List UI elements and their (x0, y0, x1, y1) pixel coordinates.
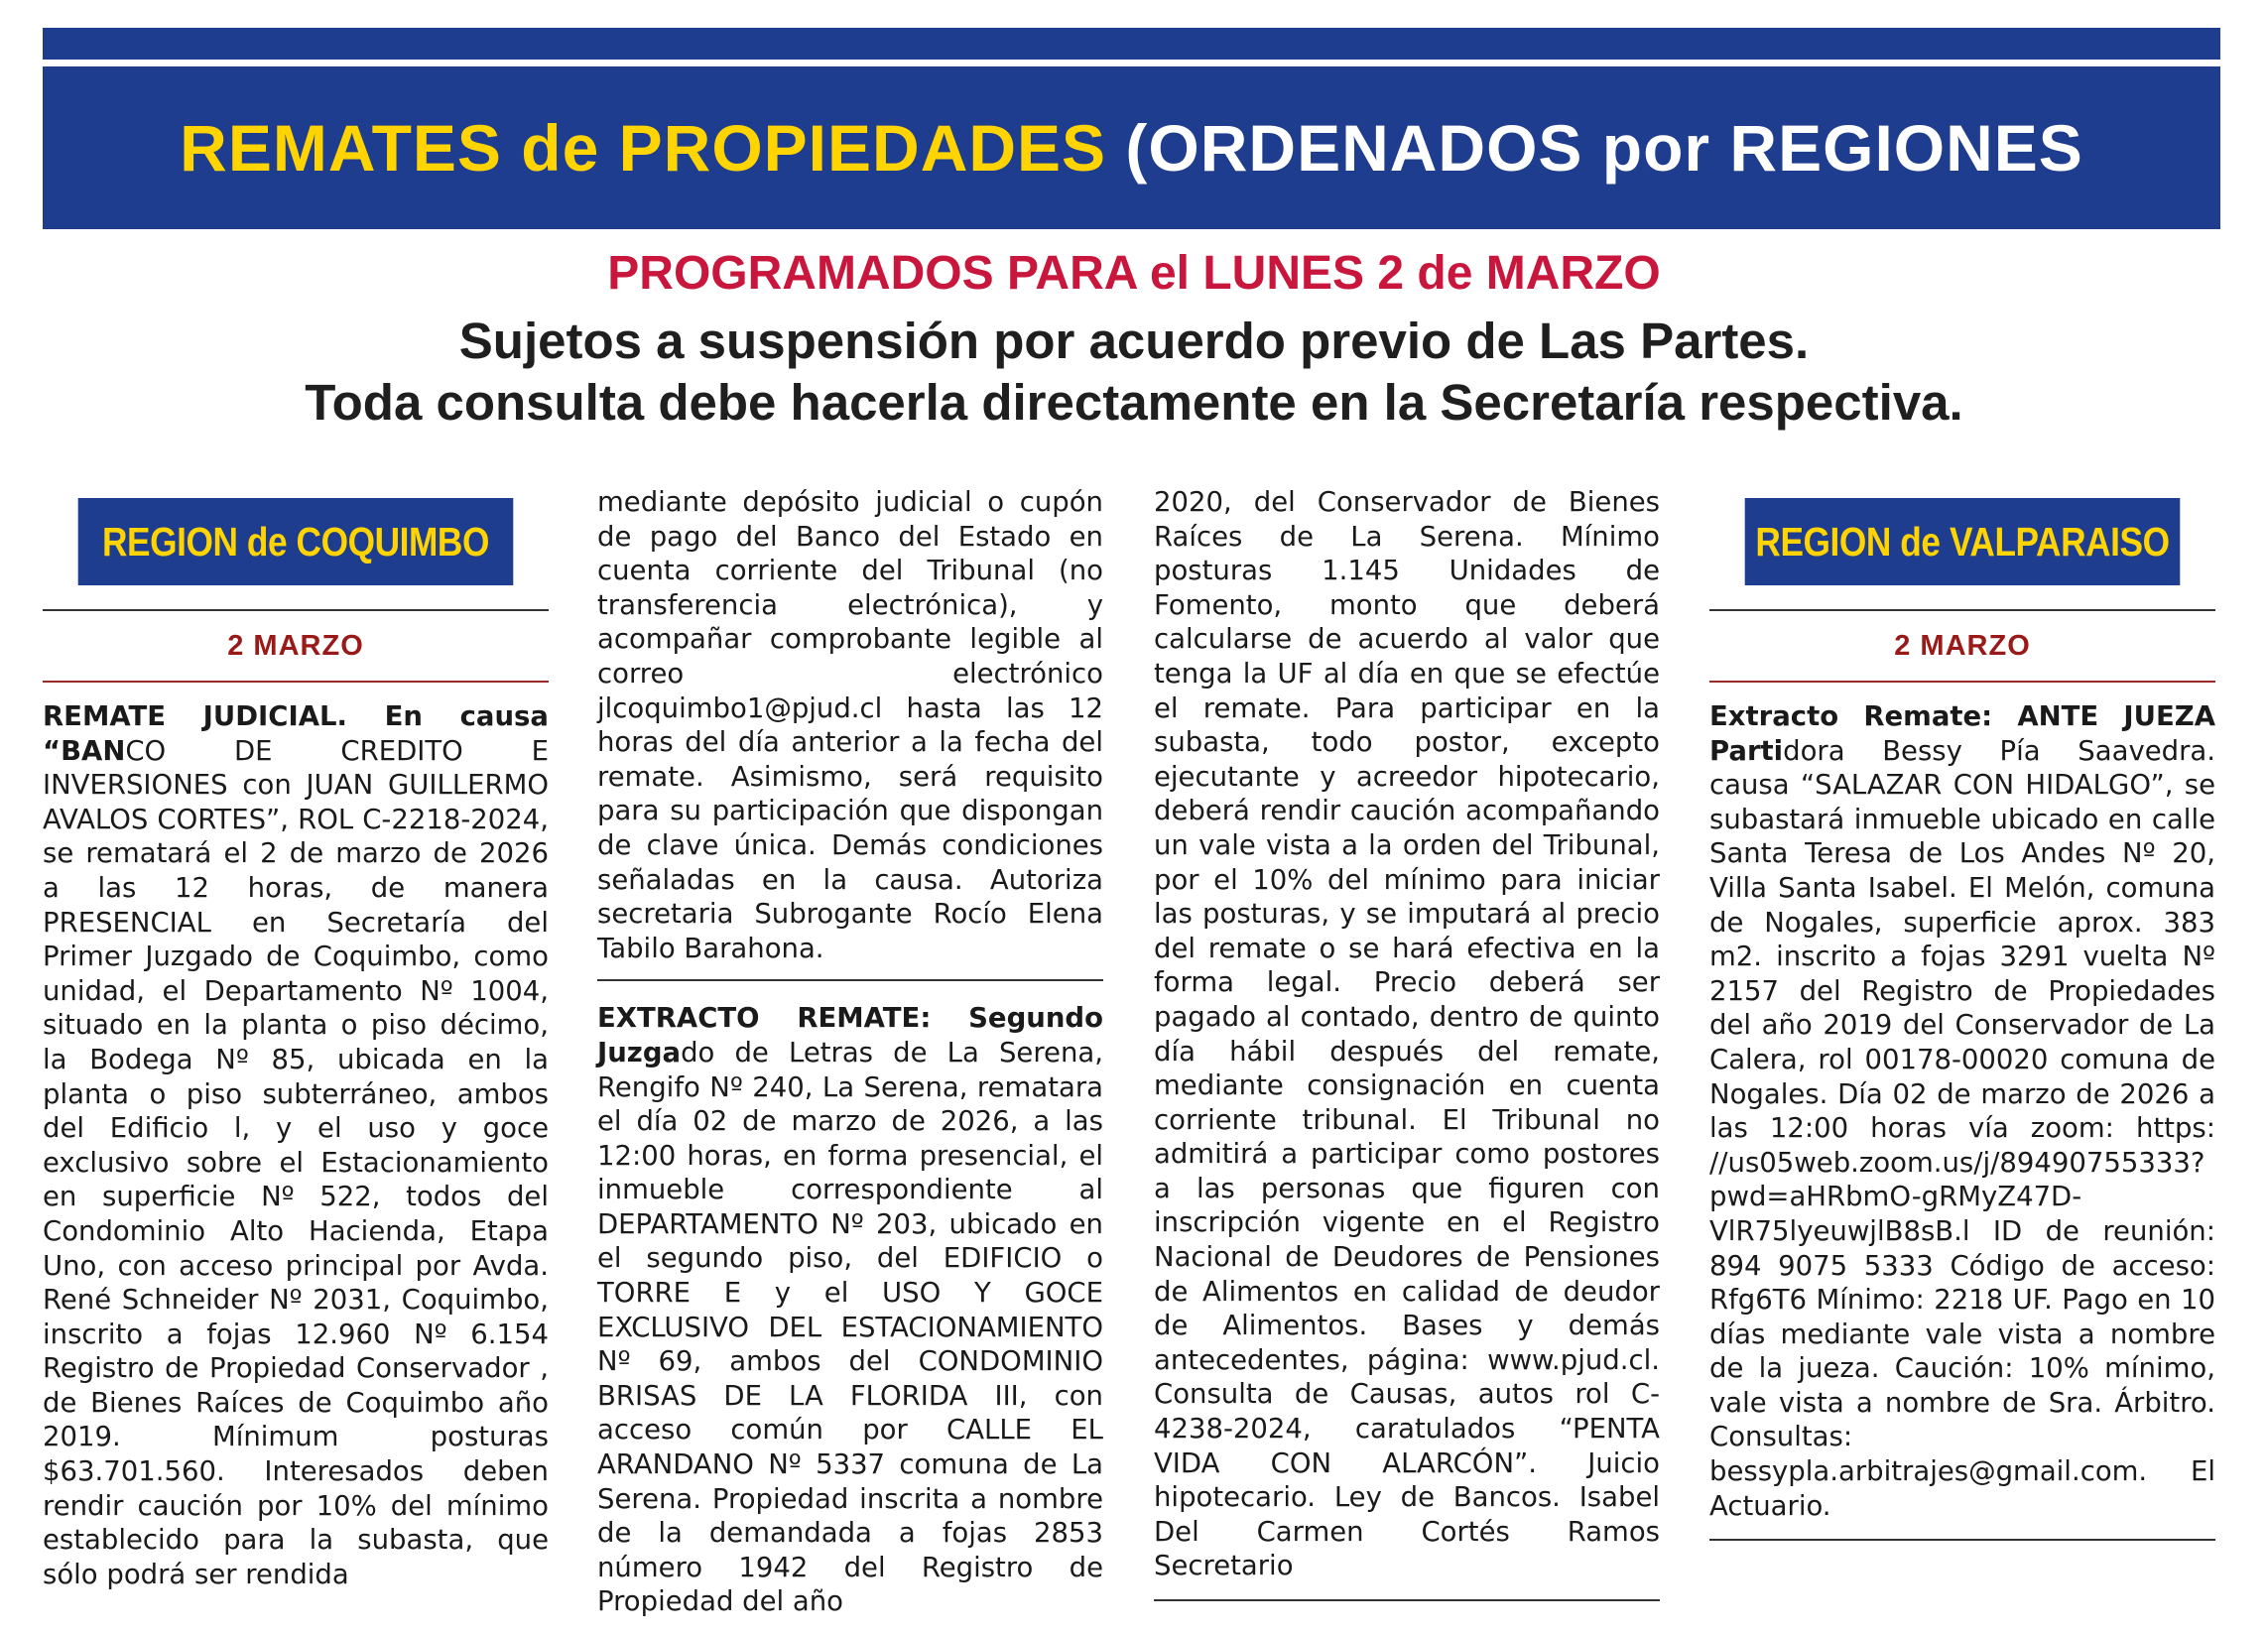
column-1 (43, 483, 549, 1591)
suspension-notice: Sujetos a suspensión por acuerdo previo de Las Partes. (458, 313, 1810, 369)
auction-notice-2-continued: 2020, del Conservador de Bienes Raíces de La Serena. Mínimo posturas 1.145 Unidades de Fomento, monto que deberá calcularse de acuerdo al valor que tenga la UF al día en que se efectúe el remate. Para participar en la subasta, todo postor, excepto ejecutante y acreedor hipotecario, deberá rendir caución acompañando un vale vista a la orden del Tribunal, por el 10% del mínimo para iniciar las posturas, y se imputará al precio del remate o se hará efectiva en la forma legal. Precio deberá ser pagado al contado, dentro de quinto día hábil después del remate, mediante consignación en cuenta corriente tribunal. El Tribunal no admitirá a participar como postores a las personas que figuren con inscripción vigente en el Registro Nacional de Deudores de Pensiones de Alimentos en calidad de deudor de Alimentos. Bases y demás antecedentes, página: www.pjud.cl. Consulta de Causas, autos rol C-4238-2024, caratulados “PENTA VIDA CON ALARCÓN”. Juicio hipotecario. Ley de Bancos. Isabel Del Carmen Cortés Ramos Secretario (1154, 486, 1660, 1582)
date-heading: 2 MARZO (1894, 630, 2031, 662)
page-title: REMATES de PROPIEDADES (ORDENADOS por REGIONES (180, 111, 2083, 185)
divider (1709, 681, 2215, 683)
top-accent-bar (43, 28, 2220, 60)
divider (43, 681, 549, 683)
divider (1709, 1539, 2215, 1541)
region-heading-valparaiso: REGION de VALPARAISO (1745, 498, 2181, 585)
date-heading: 2 MARZO (227, 630, 364, 662)
divider (1154, 1599, 1660, 1601)
auction-notice-2: EXTRACTO REMATE: Segundo Juzgado de Letras de La Serena, Rengifo Nº 240, La Serena, rematara el día 02 de marzo de 2026, a las 12:00 horas, en forma presencial, el inmueble correspondiente al DEPARTAMENTO Nº 203, ubicado en el segundo piso, del EDIFICIO o TORRE E y el USO Y GOCE EXCLUSIVO DEL ESTACIONAMIENTO Nº 69, ambos del CONDOMINIO BRISAS DE LA FLORIDA III, con acceso común por CALLE EL ARANDANO Nº 5337 comuna de La Serena. Propiedad inscrita a nombre de la demandada a fojas 2853 número 1942 del Registro de Propiedad del año (597, 1002, 1103, 1618)
title-banner (43, 66, 2220, 229)
column-2 (597, 485, 1103, 1619)
auction-notice-1-continued: mediante depósito judicial o cupón de pago del Banco del Estado en cuenta corriente del Tribunal (no transferencia electrónica), y acompañar comprobante legible al correo electrónico jlcoquimbo1@pjud.cl hasta las 12 horas del día anterior a la fecha del remate. Asimismo, será requisito para su participación que dispongan de clave única. Demás condiciones señaladas en la causa. Autoriza secretaria Subrogante Rocío Elena Tabilo Barahona. (597, 486, 1103, 964)
divider (597, 979, 1103, 981)
auction-notice-3: Extracto Remate: ANTE JUEZA Partidora Bessy Pía Saavedra. causa “SALAZAR CON HIDALGO”, se subastará inmueble ubicado en calle Santa Teresa de Los Andes Nº 20, Villa Santa Isabel. El Melón, comuna de Nogales, superficie aprox. 383 m2. inscrito a fojas 3291 vuelta Nº 2157 del Registro de Propiedades del año 2019 del Conservador de La Calera, rol 00178-00020 comuna de Nogales. Día 02 de marzo de 2026 a las 12:00 horas vía zoom: https: //us05web.zoom.us/j/89490755333?pwd=aHRbmO-gRMyZ47D-VlR75lyeuwjlB8sB.l ID de reunión: 894 9075 5333 Código de acceso: Rfg6T6 Mínimo: 2218 UF. Pago en 10 días mediante vale vista a nombre de la jueza. Caución: 10% mínimo, vale vista a nombre de Sra. Árbitro. Consultas: bessypla.arbitrajes@gmail.com. El Actuario. (1709, 700, 2215, 1522)
auction-notice-1: REMATE JUDICIAL. En causa “BANCO DE CREDITO E INVERSIONES con JUAN GUILLERMO AVALOS CORTES”, ROL C-2218-2024, se rematará el 2 de marzo de 2026 a las 12 horas, de manera PRESENCIAL en Secretaría del Primer Juzgado de Coquimbo, como unidad, el Departamento Nº 1004, situado en la planta o piso décimo, la Bodega Nº 85, ubicada en la planta o piso subterráneo, ambos del Edificio l, y el uso y goce exclusivo sobre el Estacionamiento en superficie Nº 522, todos del Condominio Alto Hacienda, Etapa Uno, con acceso principal por Avda. René Schneider Nº 2031, Coquimbo, inscrito a fojas 12.960 Nº 6.154 Registro de Propiedad Conservador , de Bienes Raíces de Coquimbo año 2019. Mínimum posturas $63.701.560. Interesados deben rendir caución por 10% del mínimo establecido para la subasta, que sólo podrá ser rendida (43, 700, 549, 1590)
column-4 (1709, 483, 2215, 1541)
inquiry-notice: Toda consulta debe hacerla directamente en la Secretaría respectiva. (305, 374, 1963, 431)
schedule-subtitle: PROGRAMADOS PARA el LUNES 2 de MARZO (607, 247, 1661, 300)
region-heading-coquimbo: REGION de COQUIMBO (78, 498, 514, 585)
column-3 (1154, 485, 1660, 1601)
